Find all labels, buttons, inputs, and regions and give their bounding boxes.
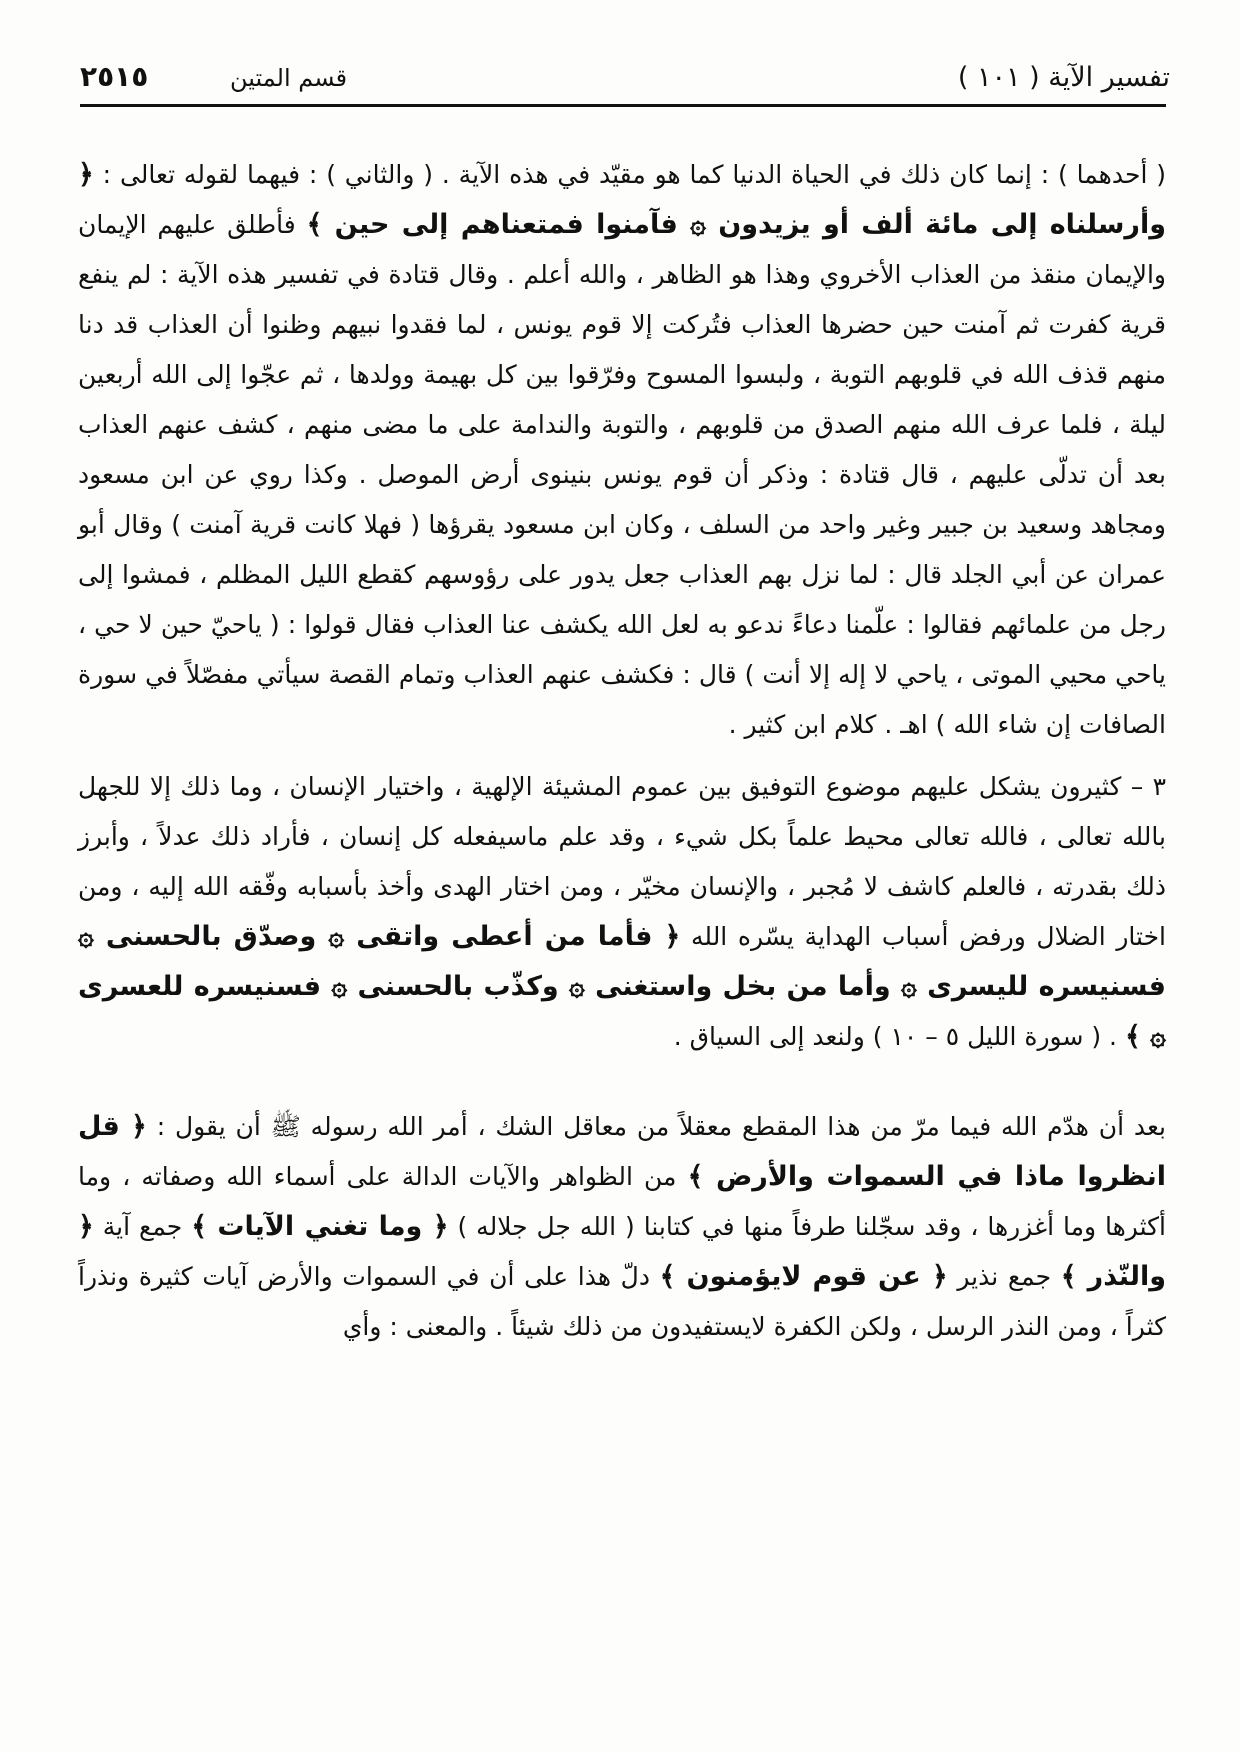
commentary-text: ٣ – كثيرون يشكل عليهم موضوع التوفيق بين عموم المشيئة الإلهية ، واختيار الإنسان ، وما ذلك إلا للجهل بالله تعالى ، فالله تعالى محيط علماً بكل شيء ، وقد علم ماسيفعله كل إنسان ، فأراد ذلك عدلاً ، وأبرز ذلك بقدرته ، فالعلم كاشف لا مُجبر ، والإنسان مخيّر ، ومن اختار الهدى وأخذ بأسبابه وفّقه الله إليه ، ومن اختار الضلال ورفض أسباب الهداية يسّره الله: [78, 772, 1166, 951]
commentary-text: من الظواهر والآيات الدالة على أسماء الله وصفاته ، وما أكثرها وما أغزرها ، وقد سجّلنا طرفاً منها في كتابنا ( الله جل جلاله ): [78, 1162, 1166, 1241]
quran-verse: ﴿ والنّذر ﴾: [78, 1211, 1166, 1292]
quran-verse: ﴿ عن قوم لايؤمنون ﴾: [659, 1261, 948, 1292]
commentary-text: ( أحدهما ) : إنما كان ذلك في الحياة الدنيا كما هو مقيّد في هذه الآية . ( والثاني ) : فيهما لقوله تعالى :: [93, 160, 1166, 189]
header-section-name: قسم المتين: [230, 64, 348, 92]
commentary-text: . ( سورة الليل ٥ – ١٠ ) ولنعد إلى السياق .: [673, 1022, 1125, 1051]
quran-verse: ﴿ قل انظروا ماذا في السموات والأرض ﴾: [78, 1111, 1166, 1192]
header-divider: [80, 104, 1166, 107]
header-title: تفسير الآية ( ١٠١ ): [957, 62, 1170, 93]
quran-verse: ﴿ وأرسلناه إلى مائة ألف أو يزيدون ۞ فآمنوا فمتعناهم إلى حين ﴾: [78, 159, 1166, 240]
quran-verse: ﴿ فأما من أعطى واتقى ۞ وصدّق بالحسنى ۞ فسنيسره لليسرى ۞ وأما من بخل واستغنى ۞ وكذّب بالحسنى ۞ فسنيسره للعسرى ۞ ﴾: [78, 921, 1166, 1052]
paragraph: [78, 1102, 1166, 1352]
page-body: [78, 150, 1166, 1352]
page-number: ٢٥١٥: [80, 60, 149, 93]
commentary-text: جمع آية: [93, 1212, 192, 1241]
paragraph: [78, 762, 1166, 1062]
running-header: [80, 56, 1170, 100]
commentary-text: دلّ هذا على أن في السموات والأرض آيات كثيرة ونذراً كثراً ، ومن النذر الرسل ، ولكن الكفرة لايستفيدون من ذلك شيئاً . والمعنى : وأي: [78, 1262, 1166, 1341]
quran-verse: ﴿ وما تغني الآيات ﴾: [191, 1211, 449, 1242]
paragraph: [78, 150, 1166, 750]
commentary-text: بعد أن هدّم الله فيما مرّ من هذا المقطع معقلاً من معاقل الشك ، أمر الله رسوله ﷺ أن يقول :: [146, 1112, 1167, 1141]
commentary-text: جمع نذير: [947, 1262, 1061, 1291]
commentary-text: فأطلق عليهم الإيمان والإيمان منقذ من العذاب الأخروي وهذا هو الظاهر ، والله أعلم . وقال قتادة في تفسير هذه الآية : لم ينفع قرية كفرت ثم آمنت حين حضرها العذاب فتُركت إلا قوم يونس ، لما فقدوا نبيهم وظنوا أن العذاب قد دنا منهم قذف الله في قلوبهم التوبة ، ولبسوا المسوح وفرّقوا بين كل بهيمة وولدها ، ثم عجّوا إلى الله أربعين ليلة ، فلما عرف الله منهم الصدق من قلوبهم ، والتوبة والندامة على ما مضى منهم ، كشف عنهم العذاب بعد أن تدلّى عليهم ، قال قتادة : وذكر أن قوم يونس بنينوى أرض الموصل . وكذا روي عن ابن مسعود ومجاهد وسعيد بن جبير وغير واحد من السلف ، وكان ابن مسعود يقرؤها ( فهلا كانت قرية آمنت ) وقال أبو عمران عن أبي الجلد قال : لما نزل بهم العذاب جعل يدور على رؤوسهم كقطع الليل المظلم ، فمشوا إلى رجل من علمائهم فقالوا : علّمنا دعاءً ندعو به لعل الله يكشف عنا العذاب فقال قولوا : ( ياحيّ حين لا حي ، ياحي محيي الموتى ، ياحي لا إله إلا أنت ) قال : فكشف عنهم العذاب وتمام القصة سيأتي مفصّلاً في سورة الصافات إن شاء الله ) اهـ . كلام ابن كثير .: [78, 210, 1166, 739]
